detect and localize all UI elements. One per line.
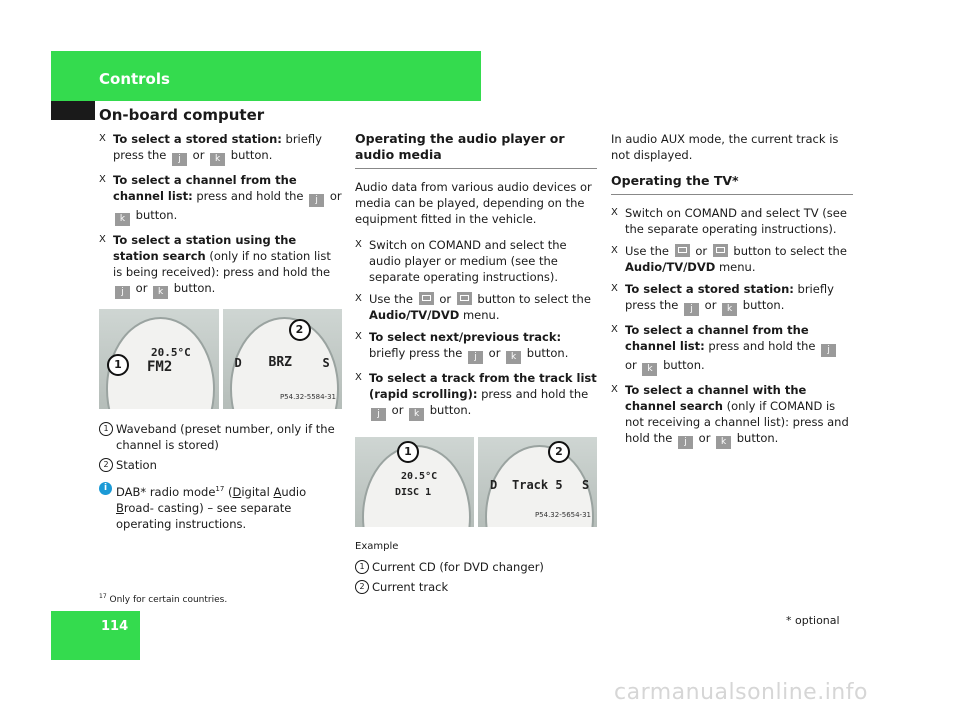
arrow-icon: X: [355, 293, 362, 304]
step-channel-search-tv: X To select a channel with the channel search (only if COMAND is not receiving a channel list): press and hold the j or k button.: [611, 383, 849, 447]
legend-item: 2 Station: [99, 457, 342, 473]
callout-2: 2: [289, 319, 311, 341]
step-track-list: X To select a track from the track list (rapid scrolling): press and hold the j or k button.: [355, 371, 597, 419]
arrow-icon: X: [355, 239, 362, 250]
display-figure-radio: [99, 309, 342, 409]
column-3: [611, 131, 853, 455]
step-next-track: X To select next/previous track: briefly press the j or k button.: [355, 330, 569, 362]
display-panel-1: 20.5°C FM2 1: [99, 309, 219, 409]
column-2: [355, 131, 597, 599]
display-panel-2: D Track 5 S 2 P54.32-5654-31: [478, 437, 597, 527]
arrow-icon: X: [611, 245, 618, 256]
header-tab: [51, 101, 95, 120]
arrow-icon: X: [355, 372, 362, 383]
step-stored-station-tv: X To select a stored station: briefly press the j or k button.: [611, 282, 834, 314]
callout-2: 2: [548, 441, 570, 463]
display-panel-2: D BRZ S 2 P54.32-5584-31: [223, 309, 343, 409]
arrow-icon: X: [611, 283, 618, 294]
down-button-icon: k: [506, 351, 521, 364]
arrow-icon: X: [99, 133, 106, 144]
arrow-icon: X: [611, 324, 618, 335]
down-button-icon: k: [716, 436, 731, 449]
step-channel-list-tv: X To select a channel from the channel list: press and hold the j or k button.: [611, 322, 853, 376]
page-title: On-board computer: [99, 106, 265, 124]
section-title: Controls: [99, 70, 170, 88]
intro-aux: In audio AUX mode, the current track is not displayed.: [611, 132, 839, 162]
up-button-icon: j: [309, 194, 324, 207]
down-button-icon: k: [115, 213, 130, 226]
down-button-icon: k: [642, 363, 657, 376]
step-channel-list: X To select a channel from the channel list: press and hold the j or k button.: [99, 173, 342, 224]
display-button-icon: [713, 244, 728, 257]
arrow-icon: X: [355, 331, 362, 342]
up-button-icon: j: [115, 286, 130, 299]
step-stored-station: X To select a stored station: briefly press the j or k button.: [99, 132, 322, 164]
up-button-icon: j: [678, 436, 693, 449]
display-button-icon: [457, 292, 472, 305]
down-button-icon: k: [210, 153, 225, 166]
intro-audio: Audio data from various audio devices or media can be played, depending on the equipment fitted in the vehicle.: [355, 180, 592, 226]
display-panel-1: 20.5°C DISC 1 1: [355, 437, 474, 527]
down-button-icon: k: [409, 408, 424, 421]
info-icon: i: [99, 482, 112, 495]
figure-ref: P54.32-5584-31: [279, 393, 336, 401]
legend-item: 1 Current CD (for DVD changer): [355, 559, 597, 575]
page-number: 114: [101, 619, 129, 634]
step-station-search: X To select a station using the station search (only if no station list is being received): press and hold the j or k button.: [99, 233, 331, 297]
up-button-icon: j: [371, 408, 386, 421]
legend-item: 1 Waveband (preset number, only if the channel is stored): [99, 421, 342, 453]
display-button-icon: [419, 292, 434, 305]
arrow-icon: X: [99, 234, 106, 245]
watermark: carmanualsonline.info: [614, 680, 868, 705]
arrow-icon: X: [611, 384, 618, 395]
arrow-icon: X: [99, 174, 106, 185]
down-button-icon: k: [153, 286, 168, 299]
optional-note: * optional: [786, 614, 840, 627]
up-button-icon: j: [684, 303, 699, 316]
display-figure-audio: [355, 437, 597, 527]
callout-1: 1: [107, 354, 129, 376]
column-1: [99, 131, 342, 532]
display-button-icon: [675, 244, 690, 257]
callout-1: 1: [397, 441, 419, 463]
info-note: i DAB* radio mode$^{17}$ (Digital Audio Broad- casting) – see separate operating instructions.: [99, 481, 342, 532]
arrow-icon: X: [611, 207, 618, 218]
heading-audio: Operating the audio player or audio media: [355, 131, 597, 169]
figure-ref: P54.32-5654-31: [534, 511, 591, 519]
step-switch-on-tv: X Switch on COMAND and select TV (see the separate operating instructions).: [611, 206, 847, 236]
step-menu-tv: X Use the or button to select the Audio/TV/DVD menu.: [611, 244, 847, 274]
heading-tv: Operating the TV*: [611, 173, 853, 195]
up-button-icon: j: [468, 351, 483, 364]
step-switch-on: X Switch on COMAND and select the audio player or medium (see the separate operating instructions).: [355, 238, 567, 284]
legend-item: 2 Current track: [355, 579, 597, 595]
down-button-icon: k: [722, 303, 737, 316]
up-button-icon: j: [821, 344, 836, 357]
up-button-icon: j: [172, 153, 187, 166]
step-menu: X Use the or button to select the Audio/TV/DVD menu.: [355, 292, 591, 322]
example-label: Example: [355, 541, 399, 552]
footnote: $^{17}$ Only for certain countries.: [99, 593, 228, 605]
